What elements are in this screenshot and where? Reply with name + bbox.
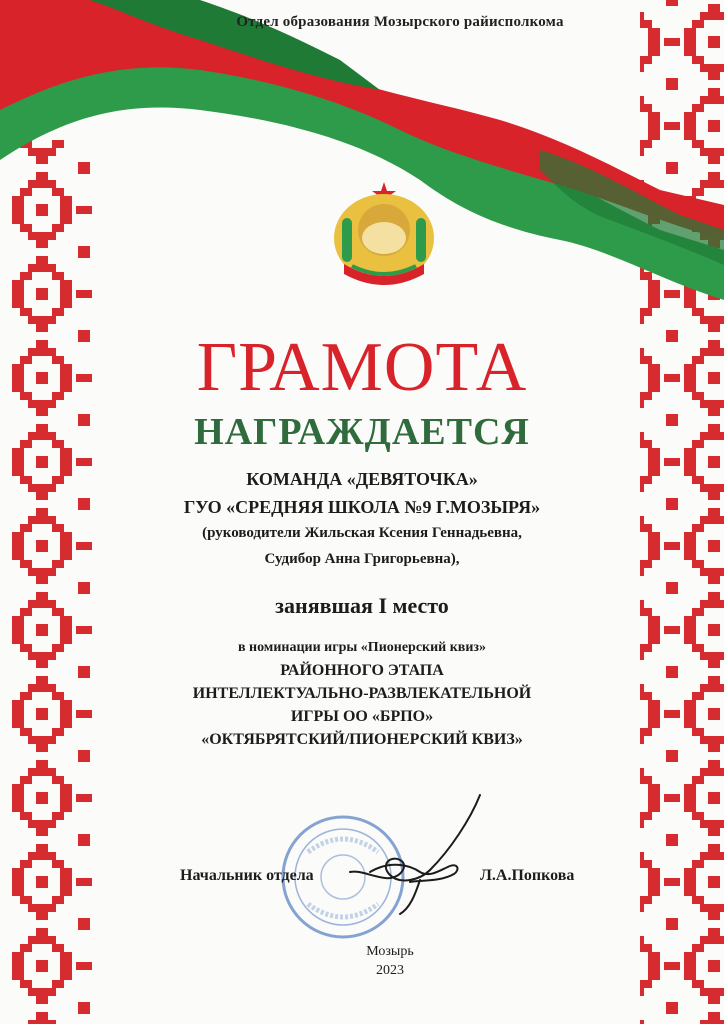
signatory-role: Начальник отдела [180, 867, 314, 884]
event-line-2: ИНТЕЛЛЕКТУАЛЬНО-РАЗВЛЕКАТЕЛЬНОЙ [192, 685, 532, 702]
achievement: занявшая I место [275, 593, 449, 618]
nomination: в номинации игры «Пионерский квиз» [237, 640, 487, 655]
signatory-name: Л.А.Попкова [480, 867, 575, 884]
leaders-line-2: Судибор Анна Григорьевна), [264, 551, 460, 567]
event-line-3: ИГРЫ ОО «БРПО» [290, 708, 434, 725]
recipient-school: ГУО «СРЕДНЯЯ ШКОЛА №9 Г.МОЗЫРЯ» [183, 497, 541, 517]
signature [330, 790, 490, 920]
right-ornament-border [640, 0, 724, 1024]
document-subtitle: НАГРАЖДАЕТСЯ [194, 411, 530, 453]
year: 2023 [376, 963, 404, 978]
event-line-4: «ОКТЯБРЯТСКИЙ/ПИОНЕРСКИЙ КВИЗ» [201, 731, 523, 748]
belarus-coat-of-arms-icon [326, 178, 442, 294]
event-line-1: РАЙОННОГО ЭТАПА [280, 662, 444, 679]
left-ornament-border [12, 140, 96, 1024]
city: Мозырь [366, 944, 414, 959]
recipient-team: КОМАНДА «ДЕВЯТОЧКА» [246, 469, 478, 489]
issuer-organization: Отдел образования Мозырского райисполкома [236, 14, 564, 30]
document-title: ГРАМОТА [196, 329, 528, 406]
leaders-line-1: (руководители Жильская Ксения Геннадьевна, [202, 525, 522, 541]
